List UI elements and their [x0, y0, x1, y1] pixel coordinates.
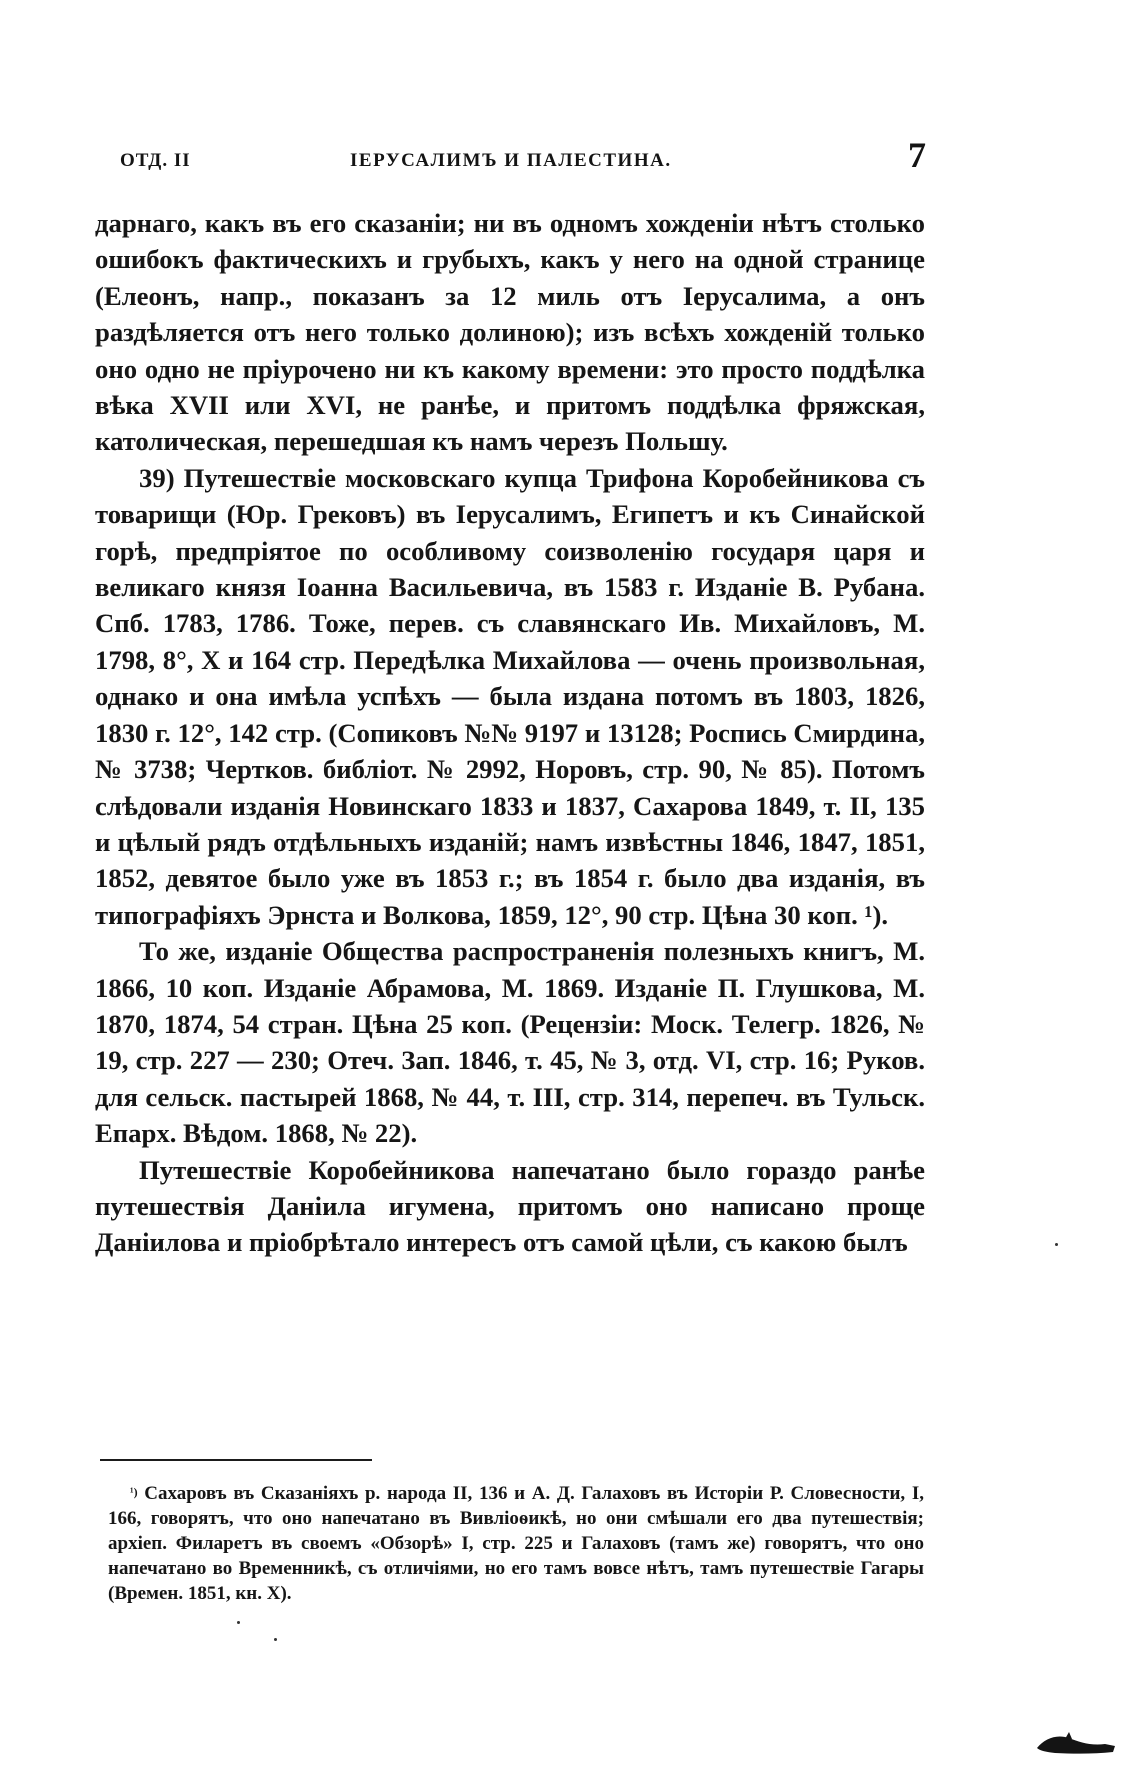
footnote-1 [108, 1482, 924, 1607]
ink-blot-icon [1035, 1730, 1117, 1756]
main-text [95, 205, 925, 1261]
footnote-marker: ¹) [130, 1485, 138, 1499]
print-speck [237, 1621, 240, 1624]
footnotes [108, 1482, 924, 1607]
running-title: ІЕРУСАЛИМЪ И ПАЛЕСТИНА. [350, 150, 672, 171]
paragraph-entry-39: 39) Путешествіе московскаго купца Трифона Коробейникова съ товарищи (Юр. Грековъ) въ Іерусалимъ, Египетъ и къ Синайской горѣ, предпріятое по особливому соизволенію государя царя и великаго князя Іоанна Васильевича, въ 1583 г. Изданіе В. Рубана. Спб. 1783, 1786. Тоже, перев. съ славянскаго Ив. Михайловъ, М. 1798, 8°, X и 164 стр. Передѣлка Михайлова — очень произвольная, однако и она имѣла успѣхъ — была издана потомъ въ 1803, 1826, 1830 г. 12°, 142 стр. (Сопиковъ №№ 9197 и 13128; Роспись Смирдина, № 3738; Чертков. библіот. № 2992, Норовъ, стр. 90, № 85). Потомъ слѣдовали изданія Новинскаго 1833 и 1837, Сахарова 1849, т. II, 135 и цѣлый рядъ отдѣльныхъ изданій; намъ извѣстны 1846, 1847, 1851, 1852, девятое было уже въ 1853 г.; въ 1854 г. было два изданія, въ типографіяхъ Эрнста и Волкова, 1859, 12°, 90 стр. Цѣна 30 коп. ¹). [95, 462, 925, 930]
footnote-separator [100, 1459, 372, 1461]
paragraph-continuation: дарнаго, какъ въ его сказаніи; ни въ одномъ хожденіи нѣтъ столько ошибокъ фактическихъ и грубыхъ, какъ у него на одной странице (Елеонъ, напр., показанъ за 12 миль отъ Іерусалима, а онъ раздѣляется отъ него только долиною); изъ всѣхъ хожденій только оно одно не пріурочено ни къ какому времени: это просто поддѣлка вѣка XVII или XVI, не ранѣе, и притомъ поддѣлка фряжская, католическая, перешедшая къ намъ черезъ Польшу. [95, 208, 925, 457]
page-number: 7 [908, 135, 926, 175]
print-speck [1055, 1243, 1058, 1246]
section-label: ОТД. II [120, 150, 191, 171]
footnote-text: Сахаровъ въ Сказаніяхъ р. народа II, 136 и А. Д. Галаховъ въ Исторіи Р. Словесности, I, 166, говорятъ, что оно напечатано въ Вивліоѳикѣ, но они смѣшали его два путешествія; архіеп. Филаретъ въ своемъ «Обзорѣ» I, стр. 225 и Галаховъ (тамъ же) говорятъ, что оно напечатано во Временникѣ, съ отличіями, но его тамъ вовсе нѣтъ, тамъ путешествіе Гагары (Времен. 1851, кн. X). [108, 1483, 925, 1604]
running-header [120, 135, 926, 182]
print-speck [274, 1638, 277, 1641]
paragraph-commentary: Путешествіе Коробейникова напечатано было гораздо ранѣе путешествія Даніила игумена, притомъ оно написано проще Даніилова и пріобрѣтало интересъ отъ самой цѣли, съ какою былъ [95, 1154, 925, 1258]
paragraph-editions: То же, изданіе Общества распространенія полезныхъ книгъ, М. 1866, 10 коп. Изданіе Абрамова, М. 1869. Изданіе П. Глушкова, М. 1870, 1874, 54 стран. Цѣна 25 коп. (Рецензіи: Моск. Телегр. 1826, № 19, стр. 227 — 230; Отеч. Зап. 1846, т. 45, № 3, отд. VI, стр. 16; Руков. для сельск. пастырей 1868, № 44, т. III, стр. 314, перепеч. въ Тульск. Епарх. Вѣдом. 1868, № 22). [95, 936, 925, 1149]
